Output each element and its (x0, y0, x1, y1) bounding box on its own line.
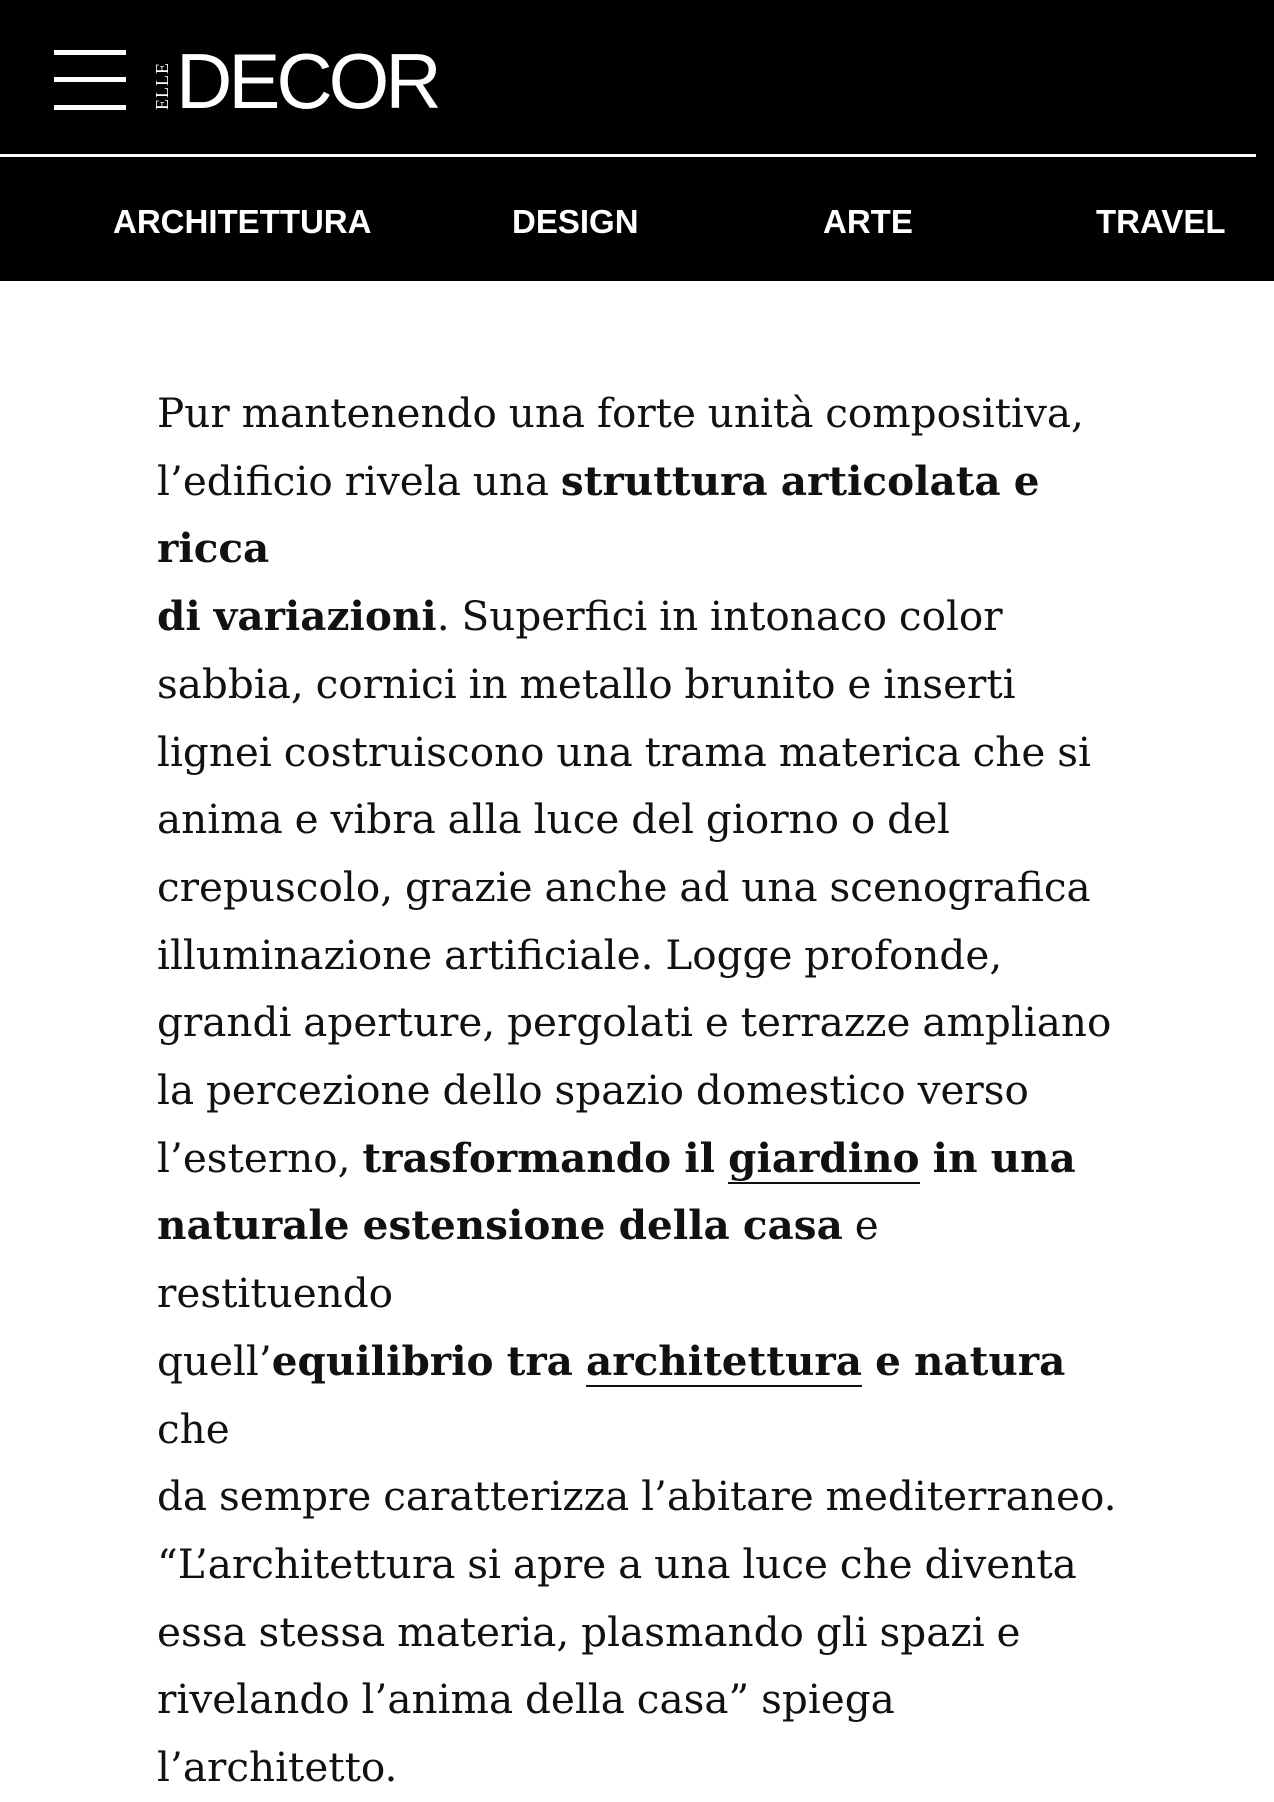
menu-line-icon (54, 77, 126, 82)
text-segment: che da sempre caratterizza l’abitare mediterraneo. “L’architettura si apre a una luce che diventa essa stessa materia, plasmando gli spazi e rivelando l’anima della casa” spiega l’architetto. (157, 1404, 1117, 1792)
elle-decor-logo[interactable] (148, 36, 438, 126)
bold-text: struttura articolata e ricca di variazioni (157, 456, 1040, 641)
link-architettura[interactable]: architettura (586, 1336, 862, 1385)
nav-item-architettura[interactable]: ARCHITETTURA (113, 203, 372, 240)
menu-line-icon (54, 105, 126, 110)
main-nav (0, 196, 1274, 248)
logo-decor: DECOR (176, 37, 438, 125)
article-paragraph (157, 380, 1117, 1802)
bold-text: in una naturale estensione della casa (157, 1133, 1076, 1250)
bold-text: trasformando il (362, 1133, 729, 1182)
text-segment: Pur mantenendo una forte unità compositiva, l’edificio rivela una (157, 389, 1084, 505)
nav-item-arte[interactable]: ARTE (823, 203, 913, 240)
header-divider (0, 154, 1256, 157)
site-header (0, 0, 1274, 281)
menu-line-icon (54, 50, 126, 55)
nav-item-travel[interactable]: TRAVEL (1096, 203, 1226, 240)
bold-text: e natura (862, 1336, 1066, 1385)
nav-item-design[interactable]: DESIGN (512, 203, 639, 240)
text-segment: e restituendo quell’ (157, 1201, 879, 1385)
logo-elle: ELLE (152, 62, 172, 110)
hamburger-menu-icon[interactable] (54, 50, 126, 112)
text-segment: . Superfici in intonaco color sabbia, cornici in metallo brunito e inserti lignei costruiscono una trama materica che si anima e vibra alla luce del giorno o del crepuscolo, grazie anche ad una scenografica illuminazione artificiale. Logge profonde, grandi aperture, pergolati e terrazze ampliano la percezione dello spazio domestico verso l’esterno, (157, 592, 1112, 1182)
bold-text: equilibrio tra (271, 1336, 586, 1385)
link-giardino[interactable]: giardino (728, 1133, 920, 1182)
